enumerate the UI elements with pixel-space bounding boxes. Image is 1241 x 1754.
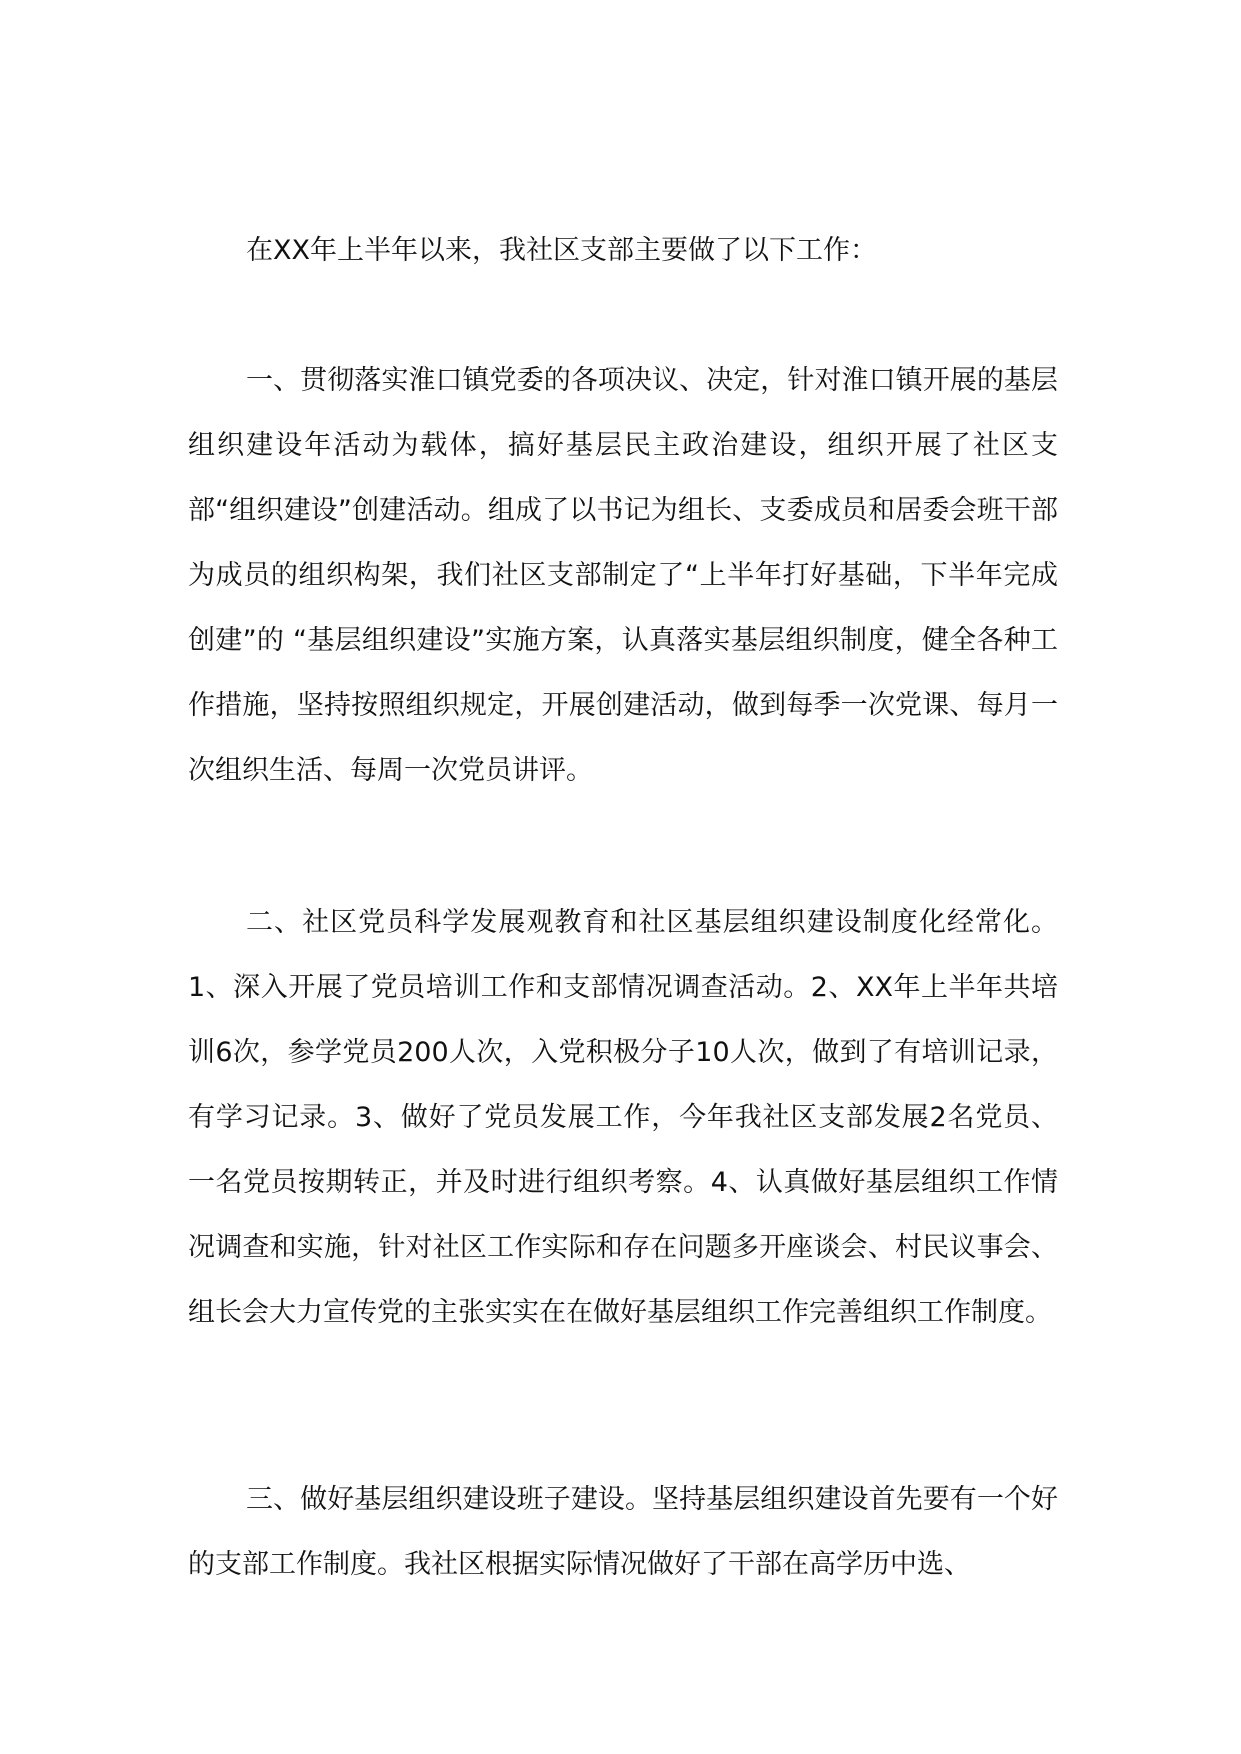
section-three-paragraph: 三、做好基层组织建设班子建设。坚持基层组织建设首先要有一个好的支部工作制度。我社区根据实际情况做好了干部在高学历中选、 — [188, 1484, 1058, 1580]
section-one-paragraph: 一、贯彻落实淮口镇党委的各项决议、决定，针对淮口镇开展的基层组织建设年活动为载体，搞好基层民主政治建设，组织开展了社区支部“组织建设”创建活动。组成了以书记为组长、支委成员和居委会班干部为成员的组织构架，我们社区支部制定了“上半年打好基础，下半年完成创建”的 “基层组织建设”实施方案，认真落实基层组织制度，健全各种工作措施，坚持按照组织规定，开展创建活动，做到每季一次党课、每月一次组织生活、每周一次党员讲评。 — [188, 365, 1058, 786]
intro-paragraph: 在XX年上半年以来，我社区支部主要做了以下工作： — [246, 235, 877, 266]
document-page — [188, 0, 1058, 1754]
section-two-paragraph: 二、社区党员科学发展观教育和社区基层组织建设制度化经常化。1、深入开展了党员培训工作和支部情况调查活动。2、XX年上半年共培训6次，参学党员200人次，入党积极分子10人次，做到了有培训记录，有学习记录。3、做好了党员发展工作，今年我社区支部发展2名党员、一名党员按期转正，并及时进行组织考察。4、认真做好基层组织工作情况调查和实施，针对社区工作实际和存在问题多开座谈会、村民议事会、组长会大力宣传党的主张实实在在做好基层组织工作完善组织工作制度。 — [188, 907, 1058, 1328]
